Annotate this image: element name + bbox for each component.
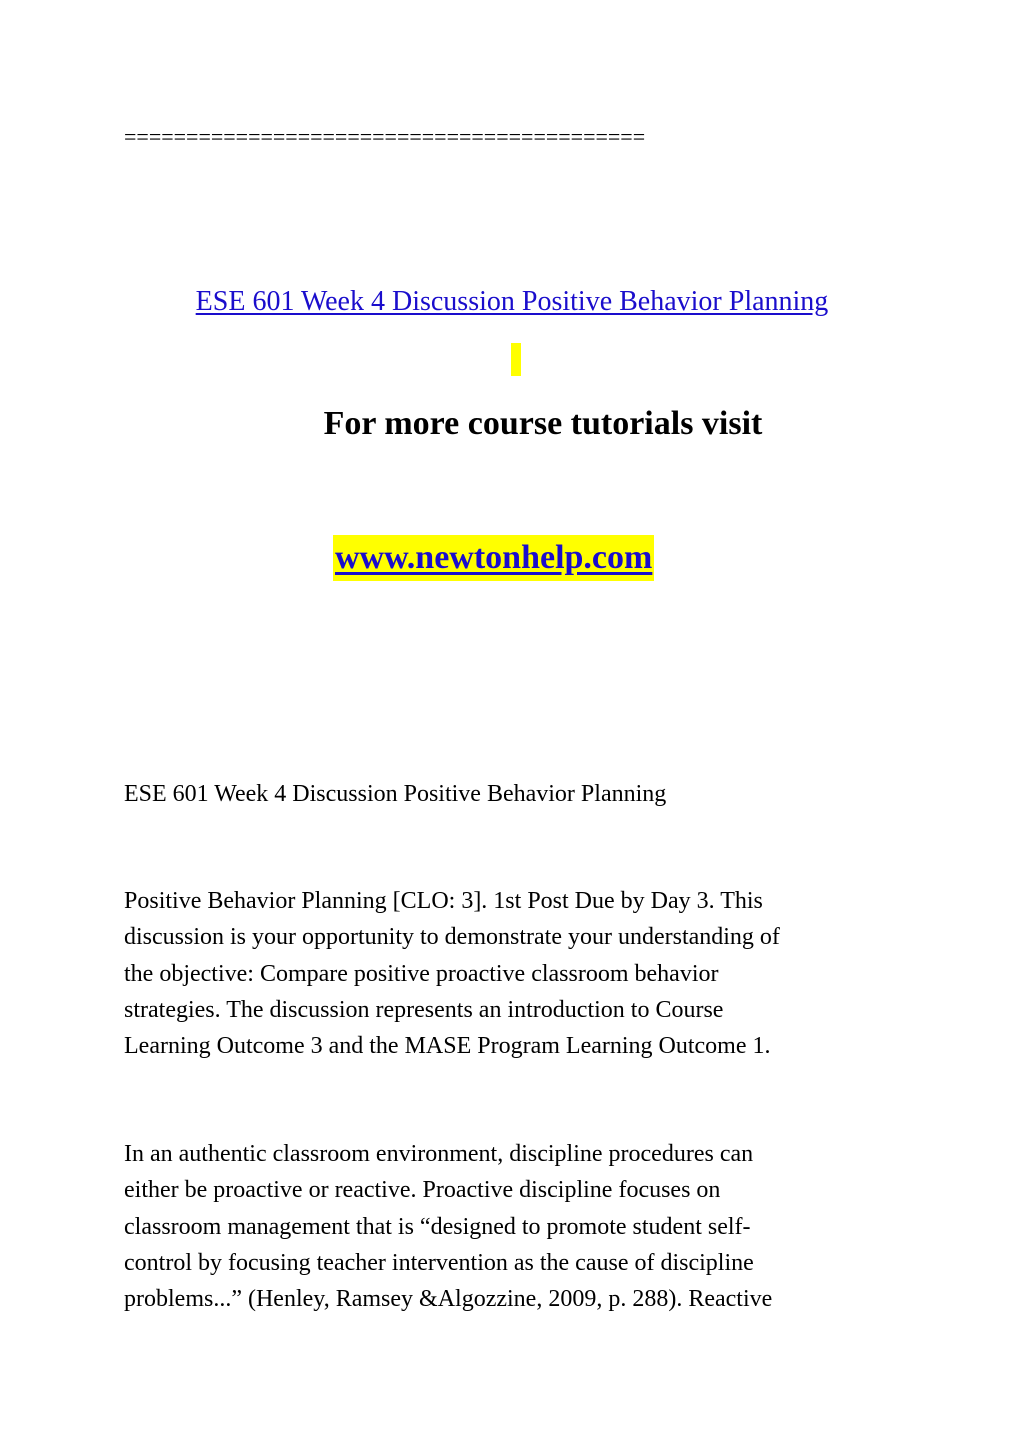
paragraph-1 xyxy=(124,883,884,1064)
title-link[interactable]: ESE 601 Week 4 Discussion Positive Behavior Planning xyxy=(195,286,829,317)
paragraph-2-line: either be proactive or reactive. Proactive discipline focuses on xyxy=(124,1177,721,1204)
site-link-highlight xyxy=(333,535,654,581)
paragraph-2 xyxy=(124,1136,884,1317)
highlighted-cursor-mark xyxy=(511,343,521,376)
paragraph-1-line: the objective: Compare positive proactive classroom behavior xyxy=(124,960,719,987)
paragraph-1-line: Positive Behavior Planning [CLO: 3]. 1st Post Due by Day 3. This xyxy=(124,888,763,914)
paragraph-2-line: classroom management that is “designed to promote student self- xyxy=(124,1213,751,1240)
visit-heading: For more course tutorials visit xyxy=(323,405,763,442)
site-link[interactable]: www.newtonhelp.com xyxy=(335,539,653,576)
paragraph-1-line: strategies. The discussion represents an introduction to Course xyxy=(124,996,724,1023)
body-heading: ESE 601 Week 4 Discussion Positive Behavior Planning xyxy=(124,781,667,807)
paragraph-2-line: control by focusing teacher intervention as the cause of discipline xyxy=(124,1249,754,1276)
paragraph-2-line: problems...” (Henley, Ramsey &Algozzine, 2009, p. 288). Reactive xyxy=(124,1286,773,1313)
separator-line: ========================================== xyxy=(124,124,646,149)
paragraph-1-line: Learning Outcome 3 and the MASE Program Learning Outcome 1. xyxy=(124,1033,771,1060)
paragraph-2-line: In an authentic classroom environment, discipline procedures can xyxy=(124,1141,754,1167)
paragraph-1-line: discussion is your opportunity to demonstrate your understanding of xyxy=(124,924,780,951)
